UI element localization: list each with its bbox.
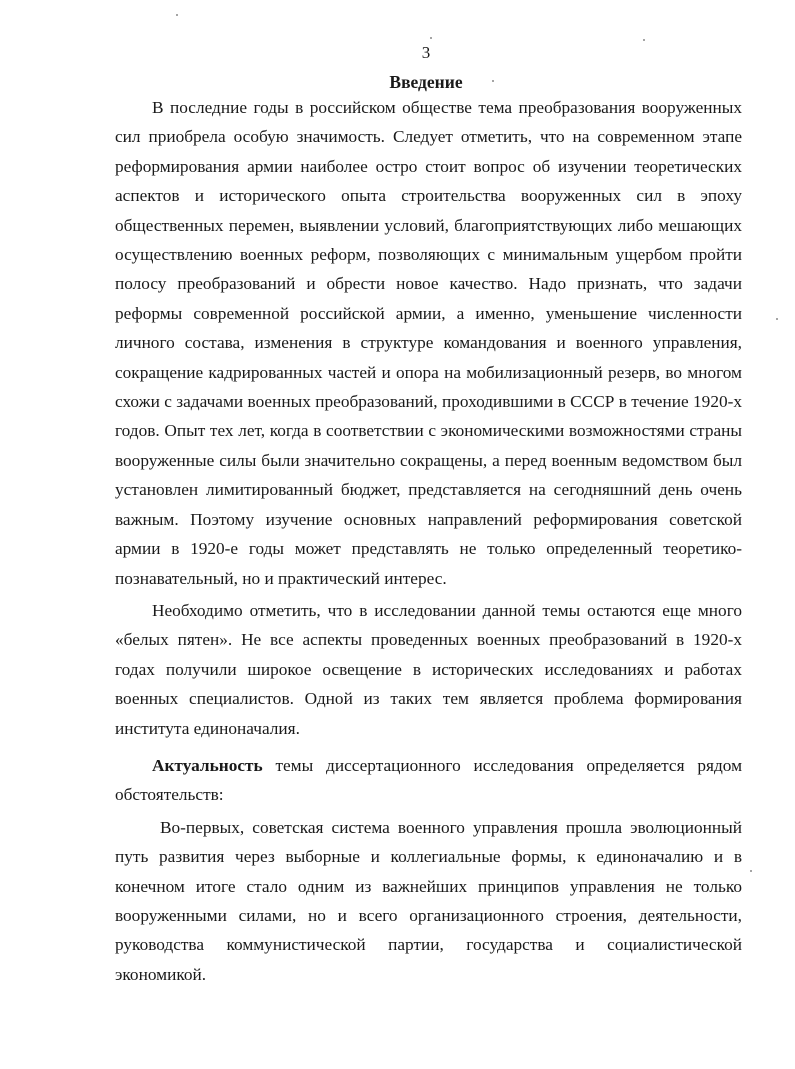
section-title: Введение	[389, 72, 463, 92]
paragraph-intro: В последние годы в российском обществе тема преобразования вооруженных сил приобрела особую значимость. Следует отметить, что на современном этапе реформирования армии наиболее остро стоит вопрос об изучении теоретических аспектов и исторического опыта строительства вооруженных сил в эпоху общественных перемен, выявлении условий, благоприятствующих либо мешающих осуществлению военных реформ, позволяющих с минимальным ущербом пройти полосу преобразований и обрести новое качество. Надо признать, что задачи реформы современной российской армии, а именно, уменьшение численности личного состава, изменения в структуре командования и военного управления, сокращение кадрированных частей и опора на мобилизационный резерв, во многом схожи с задачами военных преобразований, проходившими в СССР в течение 1920-х годов. Опыт тех лет, когда в соответствии с экономическими возможностями страны вооруженные силы были значительно сокращены, а перед военным ведомством был установлен лимитированный бюджет, представляется на сегодняшний день очень важным. Поэтому изучение основных направлений реформирования советской армии в 1920-е годы может представлять не только определенный теоретико-познавательный, но и практический интерес.	[115, 98, 742, 588]
page-number: 3	[421, 43, 431, 62]
relevance-term: Актуальность	[152, 755, 263, 775]
paragraph-white-spots: Необходимо отметить, что в исследовании данной темы остаются еще много «белых пятен». Не все аспекты проведенных военных преобразований в 1920-х годах получили широкое освещение в исторических исследованиях и работах военных специалистов. Одной из таких тем является проблема формирования института единоначалия.	[115, 600, 742, 738]
relevance-text: темы диссертационного исследования определяется рядом обстоятельств:	[115, 755, 742, 805]
paragraph-first-point: Во-первых, советская система военного управления прошла эволюционный путь развития через выборные и коллегиальные формы, к единоначалию и в конечном итоге стало одним из важнейших принципов управления не только вооруженными силами, но и всего организационного строения, деятельности, руководства коммунистической партии, государства и социалистической экономикой.	[115, 817, 742, 984]
scan-speck	[430, 37, 432, 39]
scan-speck	[643, 39, 645, 41]
scan-speck	[750, 870, 752, 872]
scan-speck	[176, 14, 178, 16]
paragraph-relevance	[115, 751, 742, 810]
body-text	[115, 93, 742, 989]
scan-speck	[776, 318, 778, 320]
